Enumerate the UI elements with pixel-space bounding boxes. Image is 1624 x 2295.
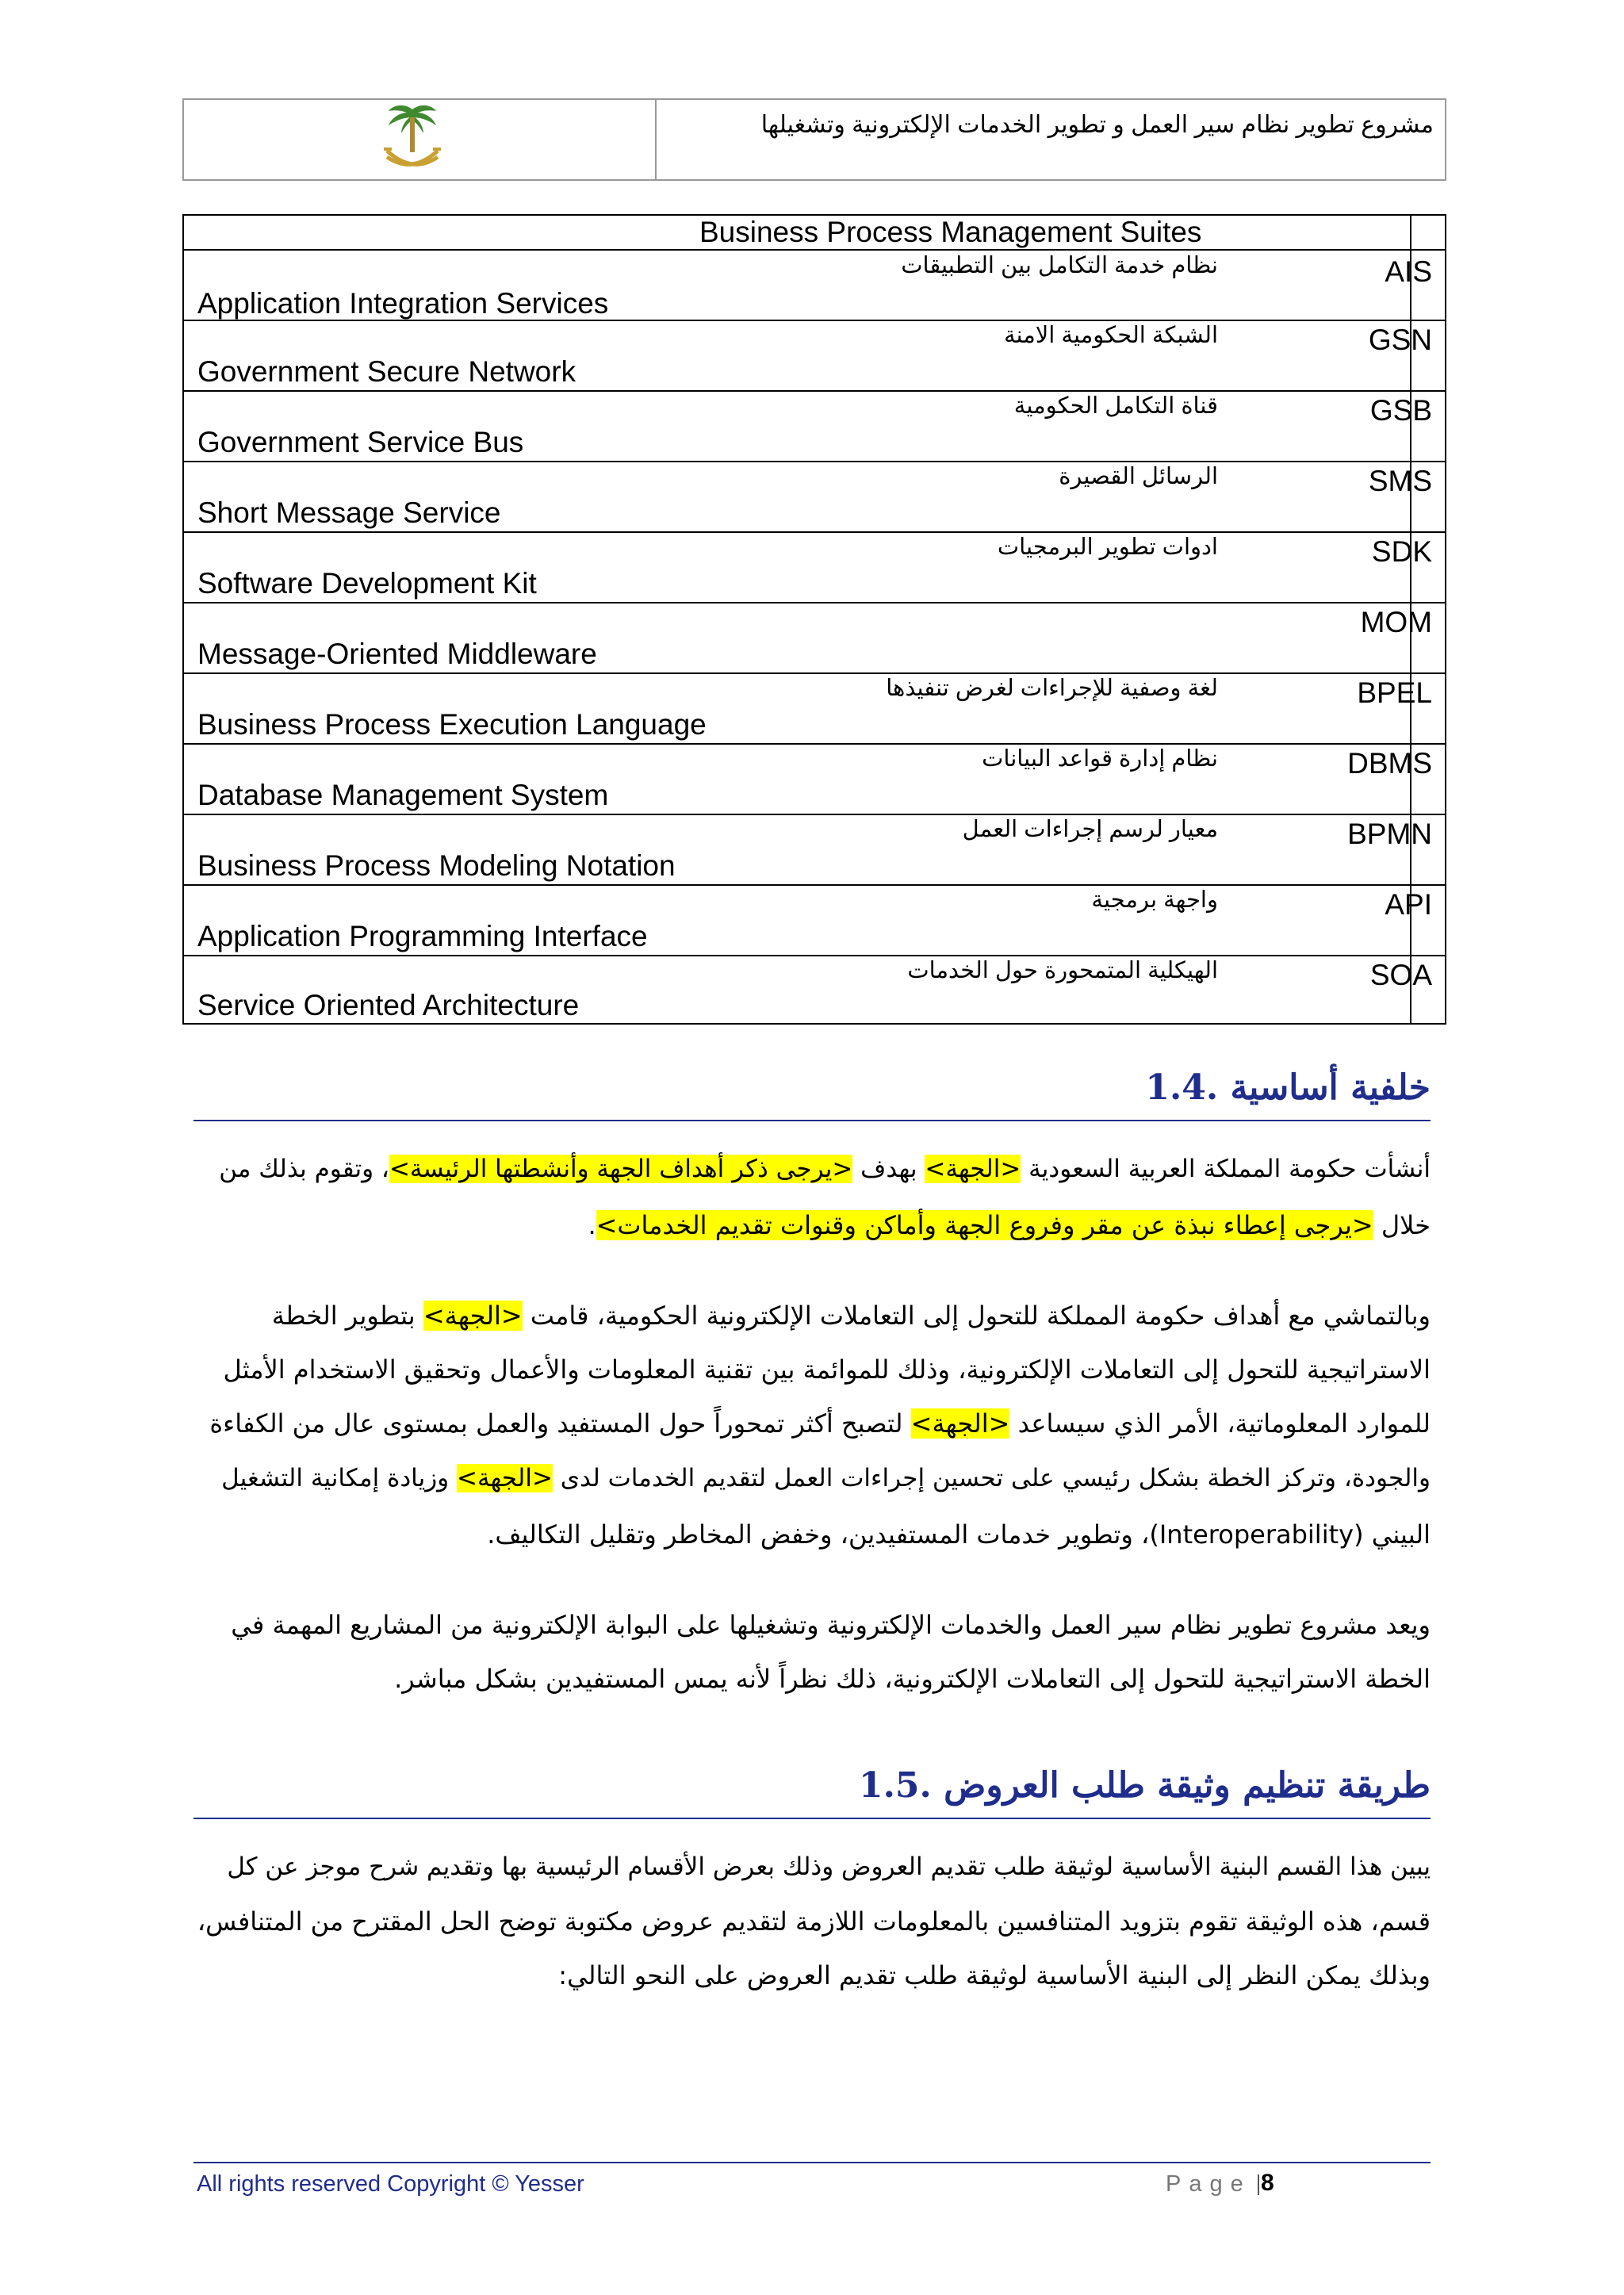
abbreviations-table: [182, 214, 1446, 1025]
placeholder-highlight: <يرجى إعطاء نبذة عن مقر وفروع الجهة وأماكن وقنوات تقديم الخدمات>: [596, 1210, 1373, 1240]
paragraph-line: [197, 1408, 1431, 1439]
table-row-divider: [184, 249, 1445, 251]
english-cell: Application Programming Interface: [197, 920, 648, 952]
section-rule: [193, 1120, 1431, 1121]
table-row-divider: [184, 743, 1445, 745]
table-row-divider: [184, 672, 1445, 674]
arabic-cell: الشبكة الحكومية الامنة: [1003, 323, 1218, 348]
paragraph-line: [197, 1301, 1431, 1331]
english-cell: Service Oriented Architecture: [197, 989, 580, 1021]
abbr-cell: SDK: [1371, 535, 1432, 568]
placeholder-highlight: <الجهة>: [910, 1408, 1010, 1439]
palm-swords-emblem-icon: [373, 102, 452, 178]
header-divider: [655, 98, 657, 181]
table-row-divider: [184, 602, 1445, 603]
table-row-divider: [184, 390, 1445, 392]
english-cell: Business Process Execution Language: [197, 708, 707, 741]
text-run: بهدف: [852, 1155, 925, 1183]
page-number: 8: [1261, 2170, 1274, 2196]
abbr-cell: MOM: [1360, 606, 1432, 638]
paragraph-line: [197, 1155, 1431, 1183]
english-cell: Software Development Kit: [197, 567, 537, 600]
placeholder-highlight: <الجهة>: [423, 1301, 523, 1331]
abbr-cell: SOA: [1369, 959, 1432, 991]
arabic-cell: واجهة برمجية: [1091, 887, 1218, 913]
arabic-cell: لغة وصفية للإجراءات لغرض تنفيذها: [886, 676, 1218, 701]
table-row-divider: [184, 955, 1445, 956]
placeholder-highlight: <الجهة>: [925, 1155, 1021, 1183]
text-run: لتصبح أكثر تمحوراً حول المستفيد والعمل بمستوى عال من الكفاءة: [209, 1408, 911, 1439]
table-row-divider: [184, 884, 1445, 886]
abbr-cell: GSB: [1369, 394, 1432, 427]
arabic-cell: الرسائل القصيرة: [1059, 464, 1218, 489]
arabic-cell: ادوات تطوير البرمجيات: [997, 534, 1218, 560]
abbr-cell: API: [1385, 888, 1432, 921]
arabic-cell: نظام إدارة قواعد البيانات: [982, 746, 1218, 772]
english-cell: Business Process Modeling Notation: [197, 849, 676, 882]
paragraph-line: [197, 1464, 1431, 1492]
abbr-cell: AIS: [1385, 255, 1432, 288]
table-row-divider: [184, 461, 1445, 462]
table-header-cell: Business Process Management Suites: [699, 216, 1202, 248]
paragraph-line: قسم، هذه الوثيقة تقوم بتزويد المتنافسين بالمعلومات اللازمة لتقديم عروض مكتوبة توضح الحل المقترح من المتنافس،: [197, 1906, 1431, 1937]
abbr-cell: GSN: [1368, 324, 1432, 356]
abbr-cell: BPMN: [1347, 818, 1432, 850]
footer-copyright: All rights reserved Copyright © Yesser: [197, 2171, 584, 2197]
paragraph-line: يبين هذا القسم البنية الأساسية لوثيقة طلب تقديم العروض وذلك بعرض الأقسام الرئيسية بها وتقديم شرح موجز عن كل: [227, 1852, 1431, 1881]
table-row-divider: [184, 814, 1445, 815]
text-run: وزيادة إمكانية التشغيل: [221, 1464, 457, 1492]
placeholder-highlight: <الجهة>: [457, 1464, 553, 1492]
abbr-cell: BPEL: [1357, 676, 1432, 709]
text-run: أنشأت حكومة المملكة العربية السعودية: [1021, 1155, 1431, 1183]
text-run: ، وتقوم بذلك من: [219, 1155, 389, 1183]
section-heading-1-4: 1.4. خلفية أساسية: [1145, 1067, 1431, 1108]
placeholder-highlight: <يرجى ذكر أهداف الجهة وأنشطتها الرئيسة>: [389, 1155, 853, 1183]
table-row-divider: [184, 320, 1445, 321]
paragraph-line: [197, 1210, 1431, 1240]
abbr-cell: DBMS: [1347, 747, 1432, 780]
arabic-cell: قناة التكامل الحكومية: [1013, 393, 1218, 419]
footer-rule: [193, 2162, 1431, 2163]
section-rule: [193, 1818, 1431, 1819]
document-header-title: مشروع تطوير نظام سير العمل و تطوير الخدمات الإلكترونية وتشغيلها: [760, 112, 1434, 138]
text-run: .: [588, 1210, 596, 1240]
footer-separator: [1258, 2174, 1259, 2195]
paragraph-line: الخطة الاستراتيجية للتحول إلى التعاملات الإلكترونية، ذلك نظراً لأنه يمس المستفيدين بشكل مباشر.: [394, 1664, 1431, 1694]
paragraph-line: الاستراتيجية للتحول إلى التعاملات الإلكترونية، وذلك للموائمة بين تقنية المعلومات والأعمال وتحقيق الاستخدام الأمثل: [223, 1354, 1431, 1385]
english-cell: Government Service Bus: [197, 426, 524, 458]
arabic-cell: الهيكلية المتمحورة حول الخدمات: [907, 958, 1218, 983]
text-run: خلال: [1373, 1210, 1431, 1240]
english-cell: Application Integration Services: [197, 287, 609, 320]
arabic-cell: معيار لرسم إجراءات العمل: [962, 817, 1218, 842]
text-run: والجودة، وتركز الخطة بشكل رئيسي على تحسين إجراءات العمل لتقديم الخدمات لدى: [552, 1464, 1431, 1492]
text-run: بتطوير الخطة: [271, 1301, 423, 1331]
english-cell: Database Management System: [197, 779, 609, 811]
english-cell: Message-Oriented Middleware: [197, 638, 597, 670]
table-row-divider: [184, 531, 1445, 533]
paragraph-line: ويعد مشروع تطوير نظام سير العمل والخدمات الإلكترونية وتشغيلها على البوابة الإلكترونية من المشاريع المهمة في: [231, 1610, 1431, 1640]
english-cell: Government Secure Network: [197, 355, 576, 388]
text-run: للموارد المعلوماتية، الأمر الذي سيساعد: [1009, 1408, 1431, 1439]
arabic-cell: نظام خدمة التكامل بين التطبيقات: [901, 253, 1218, 278]
paragraph-line: وبذلك يمكن النظر إلى البنية الأساسية لوثيقة طلب تقديم العروض على النحو التالي:: [558, 1960, 1431, 1990]
section-heading-1-5: 1.5. طريقة تنظيم وثيقة طلب العروض: [858, 1765, 1431, 1806]
text-run: وبالتماشي مع أهداف حكومة المملكة للتحول إلى التعاملات الإلكترونية الحكومية، قامت: [522, 1301, 1431, 1331]
paragraph-line: البيني (Interoperability)، وتطوير خدمات المستفيدين، وخفض المخاطر وتقليل التكاليف.: [487, 1519, 1431, 1550]
abbr-cell: SMS: [1368, 465, 1432, 497]
footer-page-label: Page: [1166, 2171, 1251, 2197]
english-cell: Short Message Service: [197, 496, 501, 529]
